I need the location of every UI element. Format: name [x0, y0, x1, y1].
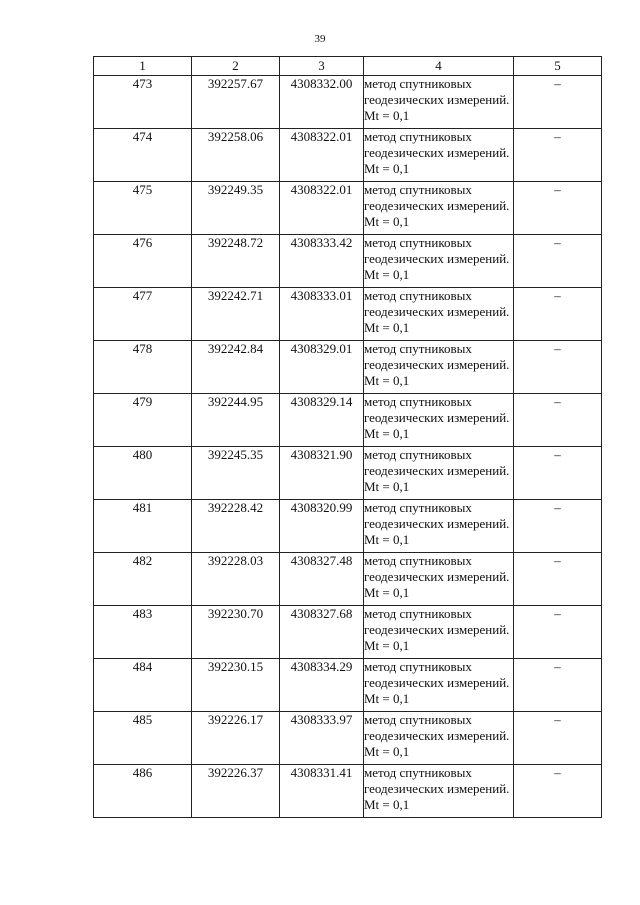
note-cell: –	[514, 553, 602, 606]
method-cell: метод спутниковых геодезических измерений. Mt = 0,1	[364, 447, 514, 500]
x-coordinate-cell: 392228.03	[192, 553, 280, 606]
point-number-cell: 476	[94, 235, 192, 288]
table-body	[94, 76, 602, 818]
column-header-1: 1	[94, 57, 192, 76]
column-header-3: 3	[280, 57, 364, 76]
table-row	[94, 765, 602, 818]
table-row	[94, 712, 602, 765]
x-coordinate-cell: 392226.37	[192, 765, 280, 818]
method-cell: метод спутниковых геодезических измерений. Mt = 0,1	[364, 394, 514, 447]
y-coordinate-cell: 4308333.01	[280, 288, 364, 341]
point-number-cell: 484	[94, 659, 192, 712]
y-coordinate-cell: 4308333.42	[280, 235, 364, 288]
table-row	[94, 76, 602, 129]
table-header	[94, 57, 602, 76]
note-cell: –	[514, 235, 602, 288]
x-coordinate-cell: 392244.95	[192, 394, 280, 447]
point-number-cell: 473	[94, 76, 192, 129]
method-cell: метод спутниковых геодезических измерений. Mt = 0,1	[364, 500, 514, 553]
note-cell: –	[514, 182, 602, 235]
table-row	[94, 606, 602, 659]
note-cell: –	[514, 500, 602, 553]
method-cell: метод спутниковых геодезических измерений. Mt = 0,1	[364, 288, 514, 341]
column-header-5: 5	[514, 57, 602, 76]
x-coordinate-cell: 392230.70	[192, 606, 280, 659]
y-coordinate-cell: 4308332.00	[280, 76, 364, 129]
note-cell: –	[514, 341, 602, 394]
table-row	[94, 447, 602, 500]
x-coordinate-cell: 392258.06	[192, 129, 280, 182]
y-coordinate-cell: 4308321.90	[280, 447, 364, 500]
note-cell: –	[514, 606, 602, 659]
y-coordinate-cell: 4308322.01	[280, 182, 364, 235]
method-cell: метод спутниковых геодезических измерений. Mt = 0,1	[364, 659, 514, 712]
point-number-cell: 481	[94, 500, 192, 553]
note-cell: –	[514, 712, 602, 765]
method-cell: метод спутниковых геодезических измерений. Mt = 0,1	[364, 341, 514, 394]
x-coordinate-cell: 392228.42	[192, 500, 280, 553]
method-cell: метод спутниковых геодезических измерений. Mt = 0,1	[364, 129, 514, 182]
point-number-cell: 478	[94, 341, 192, 394]
point-number-cell: 482	[94, 553, 192, 606]
point-number-cell: 474	[94, 129, 192, 182]
point-number-cell: 477	[94, 288, 192, 341]
table-row	[94, 129, 602, 182]
y-coordinate-cell: 4308334.29	[280, 659, 364, 712]
column-header-2: 2	[192, 57, 280, 76]
method-cell: метод спутниковых геодезических измерений. Mt = 0,1	[364, 712, 514, 765]
note-cell: –	[514, 447, 602, 500]
note-cell: –	[514, 659, 602, 712]
x-coordinate-cell: 392248.72	[192, 235, 280, 288]
method-cell: метод спутниковых геодезических измерений. Mt = 0,1	[364, 235, 514, 288]
x-coordinate-cell: 392245.35	[192, 447, 280, 500]
column-header-4: 4	[364, 57, 514, 76]
note-cell: –	[514, 765, 602, 818]
y-coordinate-cell: 4308329.14	[280, 394, 364, 447]
table-row	[94, 500, 602, 553]
point-number-cell: 483	[94, 606, 192, 659]
point-number-cell: 475	[94, 182, 192, 235]
method-cell: метод спутниковых геодезических измерений. Mt = 0,1	[364, 553, 514, 606]
point-number-cell: 479	[94, 394, 192, 447]
y-coordinate-cell: 4308327.48	[280, 553, 364, 606]
table-row	[94, 341, 602, 394]
table-row	[94, 182, 602, 235]
x-coordinate-cell: 392226.17	[192, 712, 280, 765]
method-cell: метод спутниковых геодезических измерений. Mt = 0,1	[364, 765, 514, 818]
table-row	[94, 235, 602, 288]
page-number: 39	[314, 33, 326, 45]
table-row	[94, 553, 602, 606]
table-row	[94, 659, 602, 712]
y-coordinate-cell: 4308322.01	[280, 129, 364, 182]
y-coordinate-cell: 4308327.68	[280, 606, 364, 659]
note-cell: –	[514, 288, 602, 341]
method-cell: метод спутниковых геодезических измерений. Mt = 0,1	[364, 76, 514, 129]
y-coordinate-cell: 4308329.01	[280, 341, 364, 394]
table-row	[94, 288, 602, 341]
note-cell: –	[514, 394, 602, 447]
x-coordinate-cell: 392257.67	[192, 76, 280, 129]
y-coordinate-cell: 4308333.97	[280, 712, 364, 765]
method-cell: метод спутниковых геодезических измерений. Mt = 0,1	[364, 606, 514, 659]
note-cell: –	[514, 76, 602, 129]
header-row	[94, 57, 602, 76]
y-coordinate-cell: 4308320.99	[280, 500, 364, 553]
x-coordinate-cell: 392249.35	[192, 182, 280, 235]
y-coordinate-cell: 4308331.41	[280, 765, 364, 818]
point-number-cell: 480	[94, 447, 192, 500]
point-number-cell: 485	[94, 712, 192, 765]
point-number-cell: 486	[94, 765, 192, 818]
x-coordinate-cell: 392242.71	[192, 288, 280, 341]
x-coordinate-cell: 392242.84	[192, 341, 280, 394]
note-cell: –	[514, 129, 602, 182]
coordinates-table	[93, 56, 602, 818]
method-cell: метод спутниковых геодезических измерений. Mt = 0,1	[364, 182, 514, 235]
table-row	[94, 394, 602, 447]
x-coordinate-cell: 392230.15	[192, 659, 280, 712]
